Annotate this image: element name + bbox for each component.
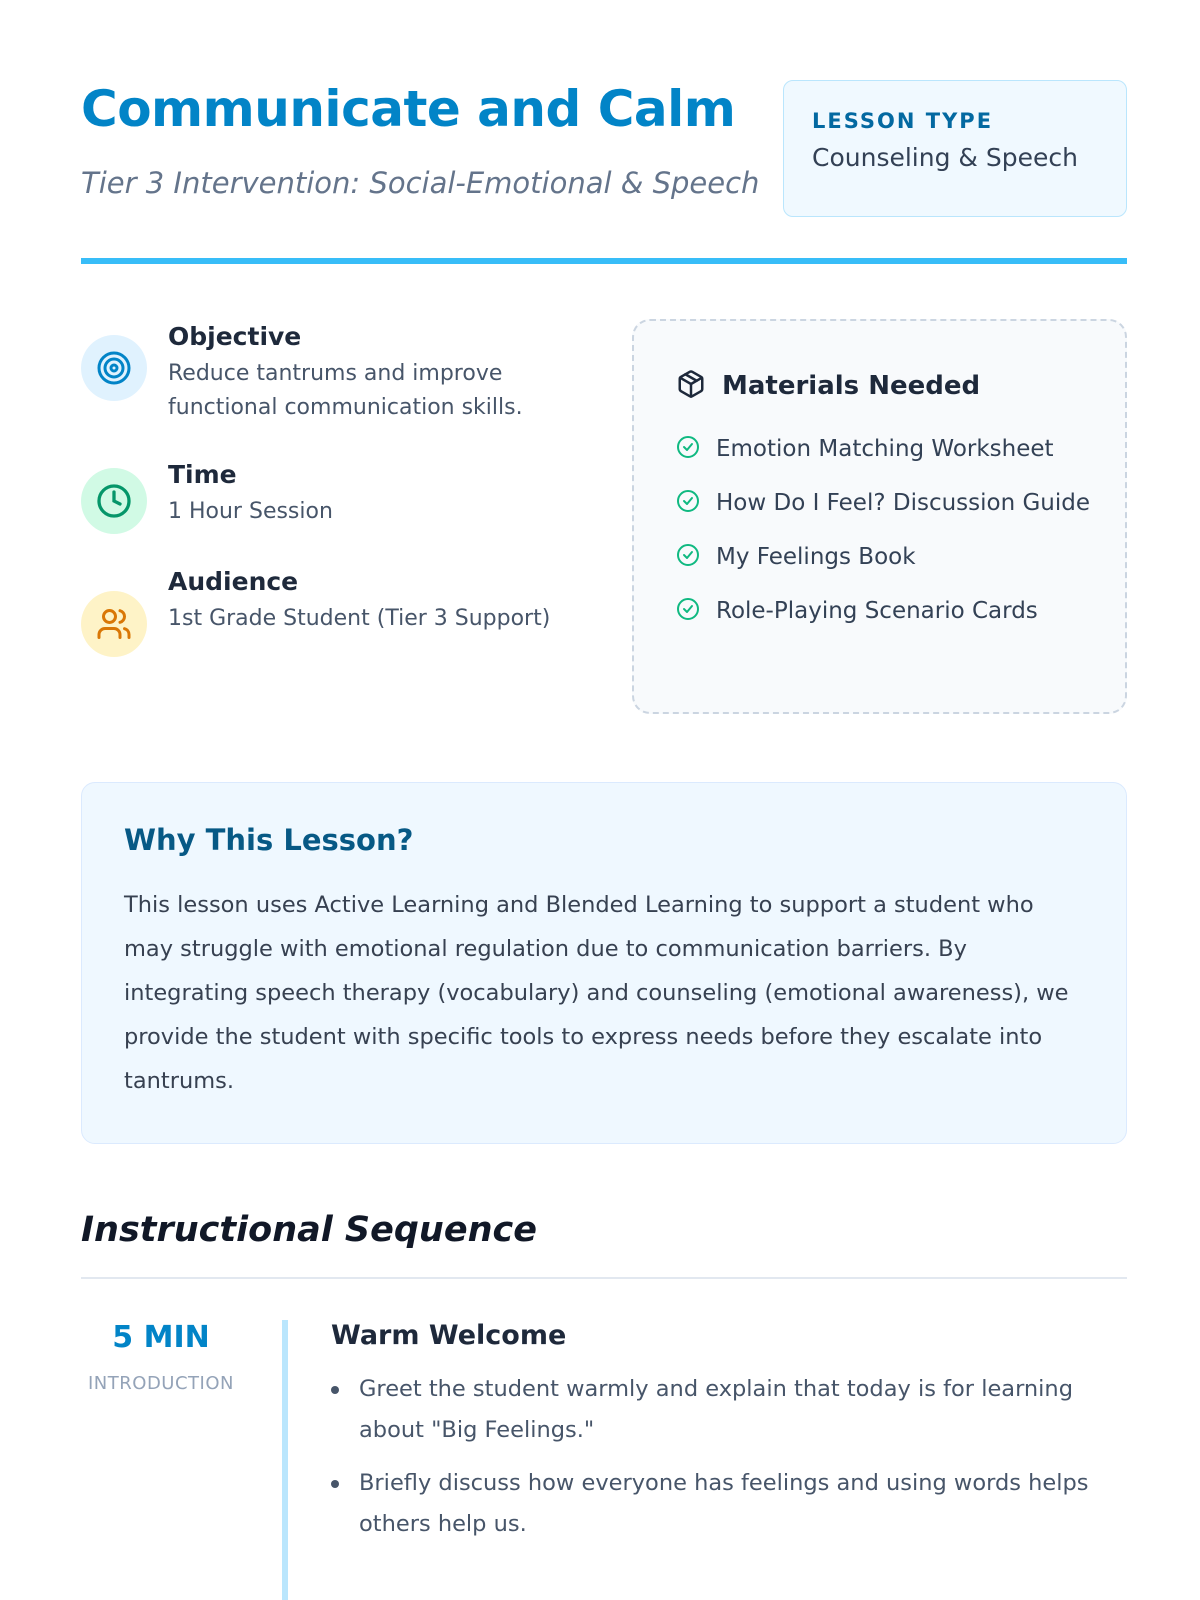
step-point xyxy=(331,1369,1127,1451)
users-icon xyxy=(81,591,147,657)
audience-label: Audience xyxy=(168,567,299,596)
lesson-header xyxy=(81,80,1127,265)
step-point-text: Briefly discuss how everyone has feelings and using words helps others help us. xyxy=(359,1470,1089,1537)
check-circle-icon xyxy=(676,489,700,517)
materials-item-label: Emotion Matching Worksheet xyxy=(716,436,1054,462)
materials-title: Materials Needed xyxy=(722,371,981,401)
check-circle-icon xyxy=(676,597,700,625)
step-point-text: Greet the student warmly and explain that today is for learning about "Big Feelings." xyxy=(359,1376,1073,1443)
lesson-type-value: Counseling & Speech xyxy=(812,143,1078,172)
sequence-title: Instructional Sequence xyxy=(81,1210,537,1250)
materials-item-label: How Do I Feel? Discussion Guide xyxy=(716,490,1091,516)
header-divider xyxy=(81,258,1127,264)
target-icon xyxy=(81,335,147,401)
time-label: Time xyxy=(168,460,237,489)
check-circle-icon xyxy=(676,543,700,571)
materials-item xyxy=(676,537,1096,577)
package-icon xyxy=(676,369,706,403)
step-phase: INTRODUCTION xyxy=(88,1373,234,1394)
why-this-lesson-card xyxy=(81,782,1127,1144)
page-title: Communicate and Calm xyxy=(81,80,736,138)
lesson-type-card xyxy=(783,80,1127,217)
check-circle-icon xyxy=(676,435,700,463)
why-title: Why This Lesson? xyxy=(124,823,414,857)
materials-item-label: My Feelings Book xyxy=(716,544,916,570)
step-title: Warm Welcome xyxy=(331,1320,567,1351)
time-value: 1 Hour Session xyxy=(168,499,333,524)
step-time xyxy=(81,1320,241,1394)
materials-item-label: Role-Playing Scenario Cards xyxy=(716,598,1038,624)
step-points xyxy=(331,1369,1127,1545)
objective-label: Objective xyxy=(168,322,302,351)
clock-icon xyxy=(81,468,147,534)
bullet-icon xyxy=(331,1386,339,1394)
step-duration: 5 MIN xyxy=(112,1320,210,1355)
step-timeline-bar xyxy=(282,1320,288,1600)
materials-item xyxy=(676,591,1096,631)
step-point xyxy=(331,1463,1127,1545)
sequence-step xyxy=(81,1320,1127,1600)
sequence-divider xyxy=(81,1277,1127,1279)
objective-value: Reduce tantrums and improve functional communication skills. xyxy=(168,361,523,420)
why-body: This lesson uses Active Learning and Blended Learning to support a student who may struggle with emotional regulation due to communication barriers. By integrating speech therapy (vocabulary) and counseling (emotional awareness), we provide the student with specific tools to express needs before they escalate into tantrums. xyxy=(124,892,1069,1094)
materials-card xyxy=(632,319,1127,714)
materials-item xyxy=(676,429,1096,469)
materials-item xyxy=(676,483,1096,523)
page-subtitle: Tier 3 Intervention: Social-Emotional & Speech xyxy=(81,166,760,200)
materials-list xyxy=(676,429,1096,645)
bullet-icon xyxy=(331,1480,339,1488)
audience-value: 1st Grade Student (Tier 3 Support) xyxy=(168,606,551,631)
step-content xyxy=(331,1320,1127,1557)
lesson-type-label: LESSON TYPE xyxy=(812,109,994,133)
